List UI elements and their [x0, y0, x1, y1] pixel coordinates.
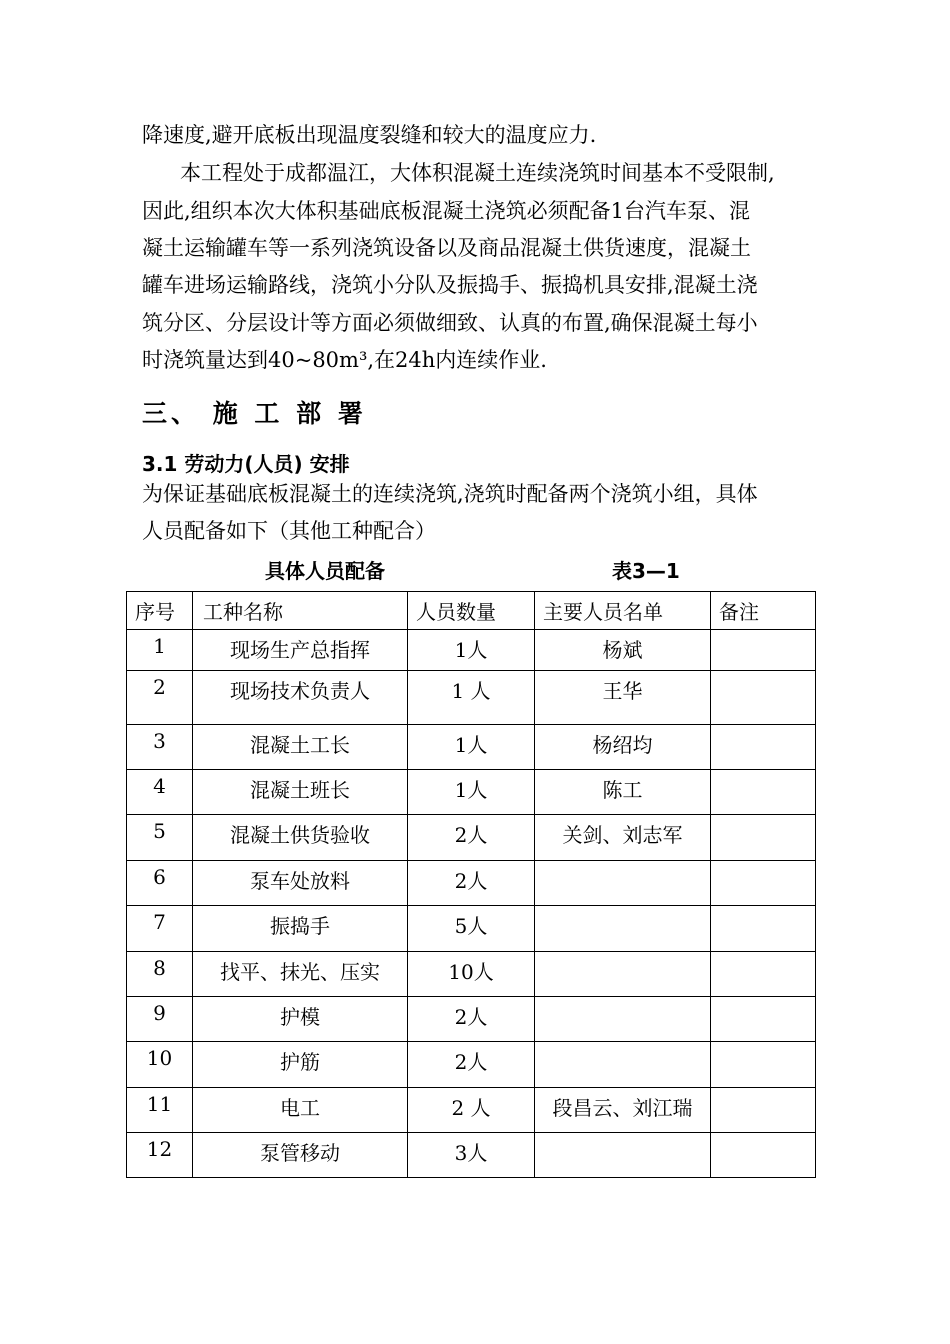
cell-count: 1 人 — [408, 671, 535, 725]
cell-staff: 陈工 — [535, 770, 711, 815]
table-caption: 具体人员配备 — [265, 559, 385, 583]
header-count: 人员数量 — [408, 592, 535, 630]
cell-staff — [535, 997, 711, 1042]
cell-index: 6 — [127, 861, 193, 906]
cell-role: 找平、抹光、压实 — [193, 952, 408, 997]
cell-role: 泵车处放料 — [193, 861, 408, 906]
cell-notes — [711, 952, 816, 997]
cell-count: 3人 — [408, 1133, 535, 1178]
cell-index: 4 — [127, 770, 193, 815]
cell-staff — [535, 952, 711, 997]
paragraph-line: 因此,组织本次大体积基础底板混凝土浇筑必须配备1台汽车泵、混 — [142, 199, 751, 223]
table-number: 表3—1 — [612, 559, 680, 583]
cell-notes — [711, 815, 816, 861]
staffing-table — [126, 591, 816, 1178]
cell-count: 1人 — [408, 725, 535, 770]
cell-index: 2 — [127, 671, 193, 725]
cell-role: 混凝土班长 — [193, 770, 408, 815]
cell-notes — [711, 630, 816, 671]
cell-count: 2人 — [408, 1042, 535, 1088]
cell-role: 混凝土供货验收 — [193, 815, 408, 861]
table-row — [127, 1088, 816, 1133]
paragraph-line: 凝土运输罐车等一系列浇筑设备以及商品混凝土供货速度，混凝土 — [142, 236, 751, 260]
cell-staff — [535, 861, 711, 906]
cell-role: 现场技术负责人 — [193, 671, 408, 725]
cell-index: 11 — [127, 1088, 193, 1133]
cell-staff — [535, 906, 711, 952]
cell-staff: 关剑、刘志军 — [535, 815, 711, 861]
cell-staff: 杨斌 — [535, 630, 711, 671]
table-row — [127, 861, 816, 906]
cell-count: 2人 — [408, 861, 535, 906]
cell-notes — [711, 861, 816, 906]
table-row — [127, 1133, 816, 1178]
header-role: 工种名称 — [193, 592, 408, 630]
intro-line: 为保证基础底板混凝土的连续浇筑,浇筑时配备两个浇筑小组，具体 — [142, 482, 758, 506]
cell-staff: 段昌云、刘江瑞 — [535, 1088, 711, 1133]
paragraph-line: 筑分区、分层设计等方面必须做细致、认真的布置,确保混凝土每小 — [142, 311, 758, 335]
cell-notes — [711, 770, 816, 815]
table-row — [127, 906, 816, 952]
cell-index: 12 — [127, 1133, 193, 1178]
header-index: 序号 — [127, 592, 193, 630]
paragraph-line: 降速度,避开底板出现温度裂缝和较大的温度应力. — [142, 123, 597, 147]
table-header-row — [127, 592, 816, 630]
cell-notes — [711, 671, 816, 725]
cell-role: 护筋 — [193, 1042, 408, 1088]
cell-staff: 杨绍均 — [535, 725, 711, 770]
cell-staff — [535, 1042, 711, 1088]
cell-notes — [711, 725, 816, 770]
cell-notes — [711, 997, 816, 1042]
header-notes: 备注 — [711, 592, 816, 630]
cell-count: 10人 — [408, 952, 535, 997]
cell-notes — [711, 1133, 816, 1178]
table-row — [127, 770, 816, 815]
cell-index: 8 — [127, 952, 193, 997]
section-heading: 三、 施 工 部 署 — [142, 399, 367, 428]
cell-index: 9 — [127, 997, 193, 1042]
cell-index: 3 — [127, 725, 193, 770]
cell-notes — [711, 1042, 816, 1088]
table-row — [127, 1042, 816, 1088]
cell-count: 2 人 — [408, 1088, 535, 1133]
table-row — [127, 725, 816, 770]
paragraph-line: 时浇筑量达到40~80m³,在24h内连续作业. — [142, 348, 547, 372]
cell-count: 2人 — [408, 997, 535, 1042]
cell-index: 1 — [127, 630, 193, 671]
cell-role: 电工 — [193, 1088, 408, 1133]
cell-role: 振捣手 — [193, 906, 408, 952]
table-row — [127, 952, 816, 997]
cell-index: 7 — [127, 906, 193, 952]
header-staff: 主要人员名单 — [535, 592, 711, 630]
table-row — [127, 815, 816, 861]
cell-index: 10 — [127, 1042, 193, 1088]
table-row — [127, 997, 816, 1042]
cell-staff — [535, 1133, 711, 1178]
cell-role: 现场生产总指挥 — [193, 630, 408, 671]
cell-role: 泵管移动 — [193, 1133, 408, 1178]
table-row — [127, 630, 816, 671]
cell-index: 5 — [127, 815, 193, 861]
subsection-heading: 3.1 劳动力(人员) 安排 — [142, 452, 350, 476]
cell-notes — [711, 906, 816, 952]
cell-notes — [711, 1088, 816, 1133]
paragraph-line: 本工程处于成都温江，大体积混凝土连续浇筑时间基本不受限制, — [180, 161, 775, 185]
cell-count: 1人 — [408, 770, 535, 815]
paragraph-line: 罐车进场运输路线，浇筑小分队及振捣手、振捣机具安排,混凝土浇 — [142, 273, 758, 297]
cell-count: 5人 — [408, 906, 535, 952]
cell-role: 护模 — [193, 997, 408, 1042]
table-row — [127, 671, 816, 725]
cell-count: 1人 — [408, 630, 535, 671]
cell-count: 2人 — [408, 815, 535, 861]
cell-role: 混凝土工长 — [193, 725, 408, 770]
intro-line: 人员配备如下（其他工种配合） — [142, 519, 436, 543]
cell-staff: 王华 — [535, 671, 711, 725]
